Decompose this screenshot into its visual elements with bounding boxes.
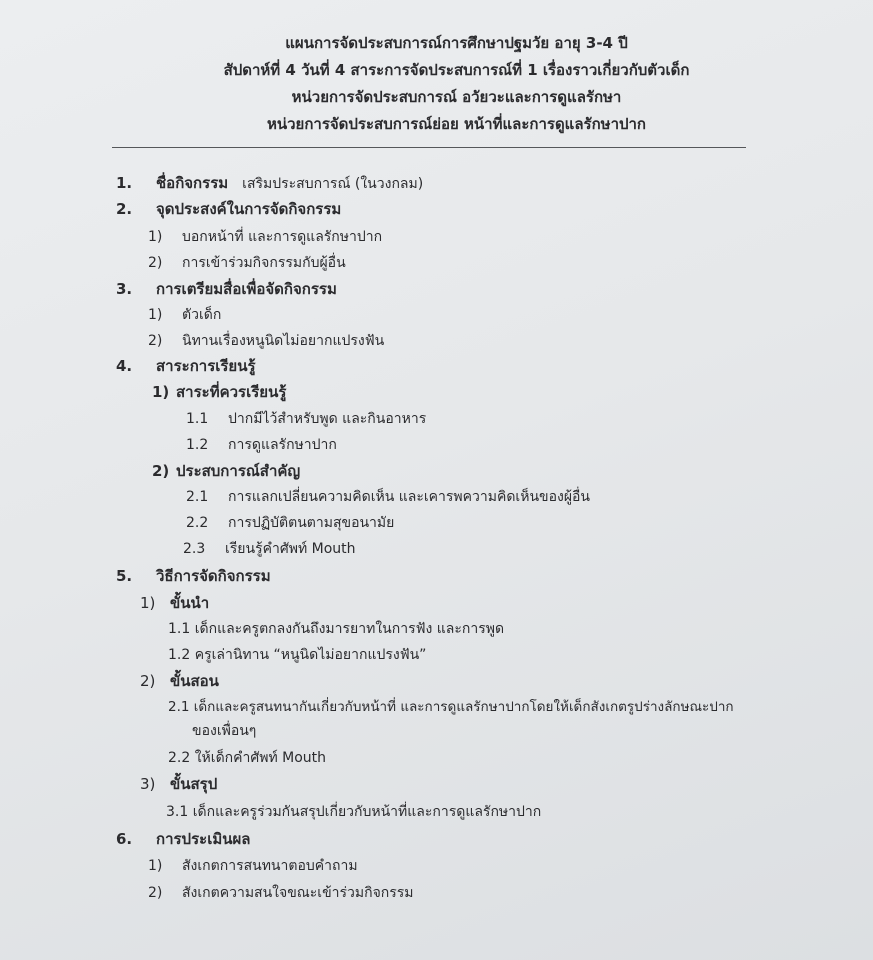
section-5-step-2 (140, 671, 219, 691)
item-text: สังเกตความสนใจขณะเข้าร่วมกิจกรรม (182, 885, 414, 901)
section-4-subheading-2 (152, 461, 300, 481)
item-text: การแลกเปลี่ยนความคิดเห็น และเคารพความคิดเห็นของผู้อื่น (228, 489, 591, 505)
section-4-2-item-3 (183, 539, 356, 559)
section-1-title: ชื่อกิจกรรม (156, 174, 229, 192)
section-4-2-item-1 (186, 487, 590, 507)
section-4-heading (116, 356, 256, 376)
item-text: การปฏิบัติตนตามสุขอนามัย (228, 515, 395, 531)
item-number: 2.2 (186, 515, 209, 531)
step-number: 2) (140, 672, 156, 690)
section-6-heading (116, 829, 250, 849)
item-number: 1) (148, 229, 163, 245)
item-text: การเข้าร่วมกิจกรรมกับผู้อื่น (182, 255, 346, 271)
section-2-heading (116, 199, 341, 219)
subheading-number: 2) (152, 462, 170, 480)
item-number: 2.3 (183, 541, 206, 557)
section-4-number: 4. (116, 357, 133, 375)
header-divider (112, 147, 746, 148)
step-title: ขั้นนำ (170, 594, 210, 612)
section-3-title: การเตรียมสื่อเพื่อจัดกิจกรรม (156, 280, 337, 298)
section-6-title: การประเมินผล (156, 830, 251, 848)
step-number: 3) (140, 775, 156, 793)
document-header (0, 30, 873, 138)
section-1-number: 1. (116, 174, 133, 192)
item-number: 2) (148, 255, 163, 271)
step-title: ขั้นสรุป (170, 775, 218, 793)
section-2-item-2 (148, 253, 346, 273)
section-5-step-2-item-1: 2.1 เด็กและครูสนทนากันเกี่ยวกับหน้าที่ และการดูแลรักษาปากโดยให้เด็กสังเกตรูปร่างลักษณะปาก (168, 699, 734, 715)
step-title: ขั้นสอน (170, 672, 219, 690)
section-6-number: 6. (116, 830, 133, 848)
section-6-item-1 (148, 856, 358, 876)
header-line-1: แผนการจัดประสบการณ์การศึกษาปฐมวัย อายุ 3-4 ปี (285, 34, 628, 52)
section-5-step-1 (140, 593, 209, 613)
item-number: 1.1 (186, 411, 209, 427)
section-3-item-2 (148, 331, 384, 351)
section-1-value: เสริมประสบการณ์ (ในวงกลม) (242, 176, 424, 192)
item-number: 2) (148, 333, 163, 349)
header-line-2: สัปดาห์ที่ 4 วันที่ 4 สาระการจัดประสบการณ์ที่ 1 เรื่องราวเกี่ยวกับตัวเด็ก (223, 61, 690, 79)
item-number: 2) (148, 885, 163, 901)
subheading-number: 1) (152, 383, 170, 401)
item-number: 1) (148, 858, 163, 874)
section-5-step-3-item-1: 3.1 เด็กและครูร่วมกันสรุปเกี่ยวกับหน้าที่และการดูแลรักษาปาก (166, 804, 542, 820)
item-number: 1) (148, 307, 163, 323)
section-3-heading (116, 279, 337, 299)
item-number: 2.1 (186, 489, 209, 505)
section-5-step-1-item-2: 1.2 ครูเล่านิทาน “หนูนิดไม่อยากแปรงฟัน” (168, 647, 427, 663)
section-5-heading (116, 566, 271, 586)
item-text: ตัวเด็ก (182, 307, 222, 323)
section-2-item-1 (148, 227, 382, 247)
section-5-title: วิธีการจัดกิจกรรม (156, 567, 271, 585)
section-5-step-2-item-1-cont: ของเพื่อนๆ (192, 723, 257, 739)
section-5-step-2-item-2: 2.2 ให้เด็กคำศัพท์ Mouth (168, 750, 327, 766)
item-text: บอกหน้าที่ และการดูแลรักษาปาก (182, 229, 383, 245)
header-line-3: หน่วยการจัดประสบการณ์ อวัยวะและการดูแลรักษา (291, 88, 622, 106)
section-4-1-item-1 (186, 409, 426, 429)
section-4-subheading-1 (152, 382, 286, 402)
subheading-title: สาระที่ควรเรียนรู้ (176, 383, 287, 401)
item-text: เรียนรู้คำศัพท์ Mouth (225, 541, 356, 557)
section-5-step-3 (140, 774, 217, 794)
section-2-title: จุดประสงค์ในการจัดกิจกรรม (156, 200, 342, 218)
item-text: สังเกตการสนทนาตอบคำถาม (182, 858, 358, 874)
section-5-number: 5. (116, 567, 133, 585)
section-1 (116, 173, 423, 194)
section-4-1-item-2 (186, 435, 337, 455)
section-5-step-1-item-1: 1.1 เด็กและครูตกลงกันถึงมารยาทในการฟัง และการพูด (168, 621, 505, 637)
item-text: นิทานเรื่องหนูนิดไม่อยากแปรงฟัน (182, 333, 385, 349)
step-number: 1) (140, 594, 156, 612)
header-line-4: หน่วยการจัดประสบการณ์ย่อย หน้าที่และการดูแลรักษาปาก (266, 115, 647, 133)
section-4-2-item-2 (186, 513, 394, 533)
section-4-title: สาระการเรียนรู้ (156, 357, 256, 375)
item-text: ปากมีไว้สำหรับพูด และกินอาหาร (228, 411, 427, 427)
section-3-item-1 (148, 305, 221, 325)
subheading-title: ประสบการณ์สำคัญ (176, 462, 301, 480)
section-2-number: 2. (116, 200, 133, 218)
section-6-item-2 (148, 883, 414, 903)
item-text: การดูแลรักษาปาก (228, 437, 337, 453)
section-3-number: 3. (116, 280, 133, 298)
item-number: 1.2 (186, 437, 209, 453)
